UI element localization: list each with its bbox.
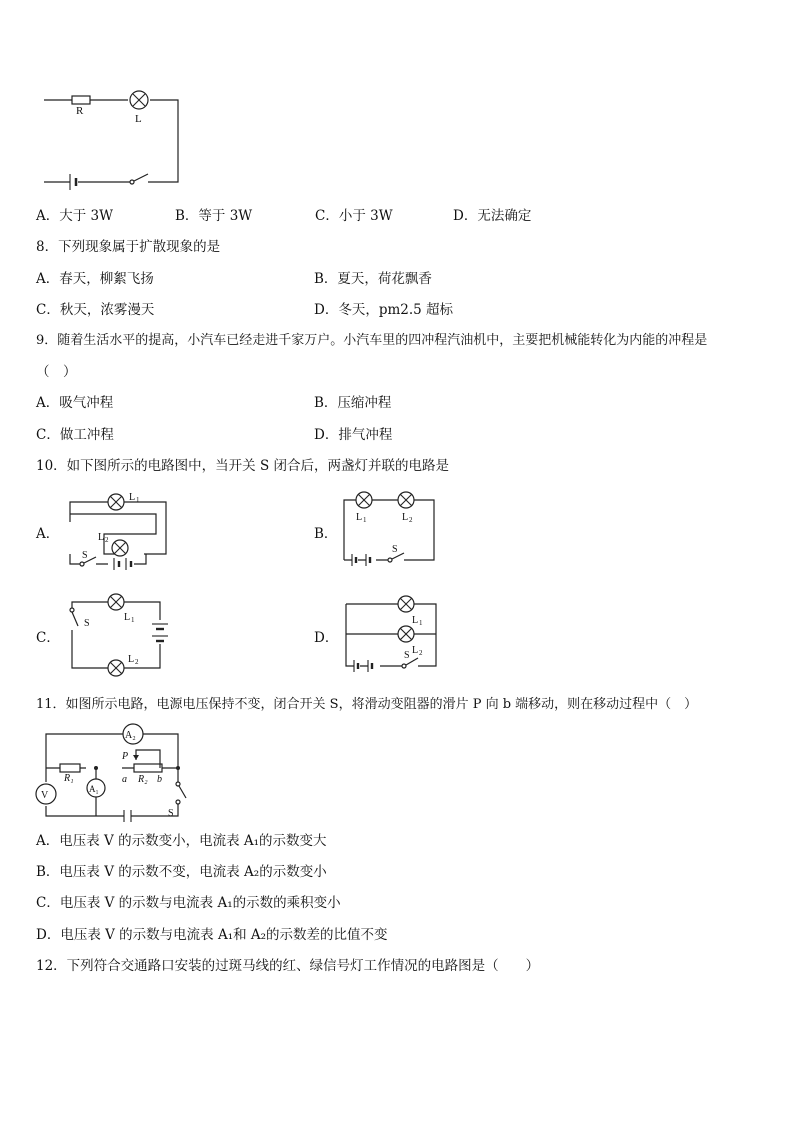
q9-option-a[interactable]: A．吸气冲程 bbox=[36, 395, 114, 411]
q10c-lamp1-sub: 1 bbox=[131, 616, 135, 624]
q10-circuit-c bbox=[64, 596, 174, 680]
q10b-lamp1-sub: 1 bbox=[363, 516, 367, 524]
q10c-lamp2-sub: 2 bbox=[135, 658, 139, 666]
q10c-switch-label: S bbox=[84, 618, 90, 629]
q11-stem: 11．如图所示电路，电源电压保持不变，闭合开关 S，将滑动变阻器的滑片 P 向 b 端移动，则在移动过程中（ ） bbox=[36, 697, 698, 712]
q11-option-b[interactable]: B．电压表 V 的示数不变，电流表 A₂的示数变小 bbox=[36, 864, 327, 880]
q10-option-a-letter[interactable]: A． bbox=[36, 526, 60, 542]
q9-option-c[interactable]: C．做工冲程 bbox=[36, 427, 114, 443]
q11-v-label: V bbox=[41, 790, 49, 801]
q11-option-d[interactable]: D．电压表 V 的示数与电流表 A₁和 A₂的示数差的比值不变 bbox=[36, 927, 388, 943]
q10d-lamp1-label: L bbox=[412, 615, 419, 626]
q9-stem: 9．随着生活水平的提高，小汽车已经走进千家万户。小汽车里的四冲程汽油机中，主要把机械能转化为内能的冲程是 bbox=[36, 333, 708, 348]
q10-option-d-letter[interactable]: D． bbox=[314, 630, 339, 646]
q10d-lamp2-label: L bbox=[412, 645, 419, 656]
q7-option-b[interactable]: B．等于 3W bbox=[175, 208, 253, 224]
q11-a2-label: A₂ bbox=[125, 730, 136, 741]
q10a-lamp1-sub: 1 bbox=[136, 496, 140, 504]
q7-option-a[interactable]: A．大于 3W bbox=[36, 208, 114, 224]
q7-option-c[interactable]: C．小于 3W bbox=[315, 208, 393, 224]
q11-s-label: S bbox=[168, 808, 174, 819]
q10d-lamp2-sub: 2 bbox=[419, 649, 423, 657]
q8-option-a[interactable]: A．春天，柳絮飞扬 bbox=[36, 271, 154, 287]
q10-circuit-b bbox=[340, 490, 440, 570]
q10b-switch-label: S bbox=[392, 544, 398, 555]
q11-r1-label: R₁ bbox=[64, 773, 74, 784]
q10b-lamp1-label: L bbox=[356, 512, 363, 523]
q10b-lamp2-label: L bbox=[402, 512, 409, 523]
q8-option-b[interactable]: B．夏天，荷花飘香 bbox=[314, 271, 432, 287]
q10a-lamp2-sub: 2 bbox=[105, 536, 109, 544]
q10c-lamp1-label: L bbox=[124, 612, 131, 623]
q8-option-c[interactable]: C．秋天，浓雾漫天 bbox=[36, 302, 155, 318]
q11-option-a[interactable]: A．电压表 V 的示数变小，电流表 A₁的示数变大 bbox=[36, 833, 327, 849]
q10-stem: 10．如下图所示的电路图中，当开关 S 闭合后，两盏灯并联的电路是 bbox=[36, 458, 450, 474]
q8-stem: 8．下列现象属于扩散现象的是 bbox=[36, 239, 221, 255]
q11-b-label: b bbox=[157, 774, 162, 785]
q11-r2-label: R₂ bbox=[138, 774, 148, 785]
q12-stem: 12．下列符合交通路口安装的过斑马线的红、绿信号灯工作情况的电路图是（ ） bbox=[36, 958, 540, 974]
q10a-switch-label: S bbox=[82, 550, 88, 561]
q10-option-c-letter[interactable]: C． bbox=[36, 630, 60, 646]
q9-option-b[interactable]: B．压缩冲程 bbox=[314, 395, 392, 411]
q10b-lamp2-sub: 2 bbox=[409, 516, 413, 524]
q10c-lamp2-label: L bbox=[128, 654, 135, 665]
q10d-switch-label: S bbox=[404, 650, 410, 661]
q10d-lamp1-sub: 1 bbox=[419, 619, 423, 627]
q10-option-b-letter[interactable]: B． bbox=[314, 526, 338, 542]
q7-circuit-figure bbox=[40, 88, 190, 188]
q7-option-d[interactable]: D．无法确定 bbox=[453, 208, 532, 224]
q9-option-d[interactable]: D．排气冲程 bbox=[314, 427, 393, 443]
q11-option-c[interactable]: C．电压表 V 的示数与电流表 A₁的示数的乘积变小 bbox=[36, 895, 341, 911]
q8-option-d[interactable]: D．冬天，pm2.5 超标 bbox=[314, 302, 454, 318]
q9-stem-continuation: （ ） bbox=[36, 364, 77, 380]
q10a-lamp2-label: L bbox=[98, 532, 105, 543]
q7-resistor-label: R bbox=[76, 105, 84, 117]
q10-circuit-d bbox=[340, 596, 444, 680]
q10-circuit-a bbox=[64, 490, 174, 576]
q10a-lamp1-label: L bbox=[129, 492, 136, 503]
q11-a-label: a bbox=[122, 774, 127, 785]
q11-a1-label: A₁ bbox=[89, 784, 99, 794]
q11-p-label: P bbox=[122, 751, 129, 762]
q11-circuit-figure bbox=[36, 724, 186, 824]
q7-lamp-label: L bbox=[135, 113, 142, 125]
